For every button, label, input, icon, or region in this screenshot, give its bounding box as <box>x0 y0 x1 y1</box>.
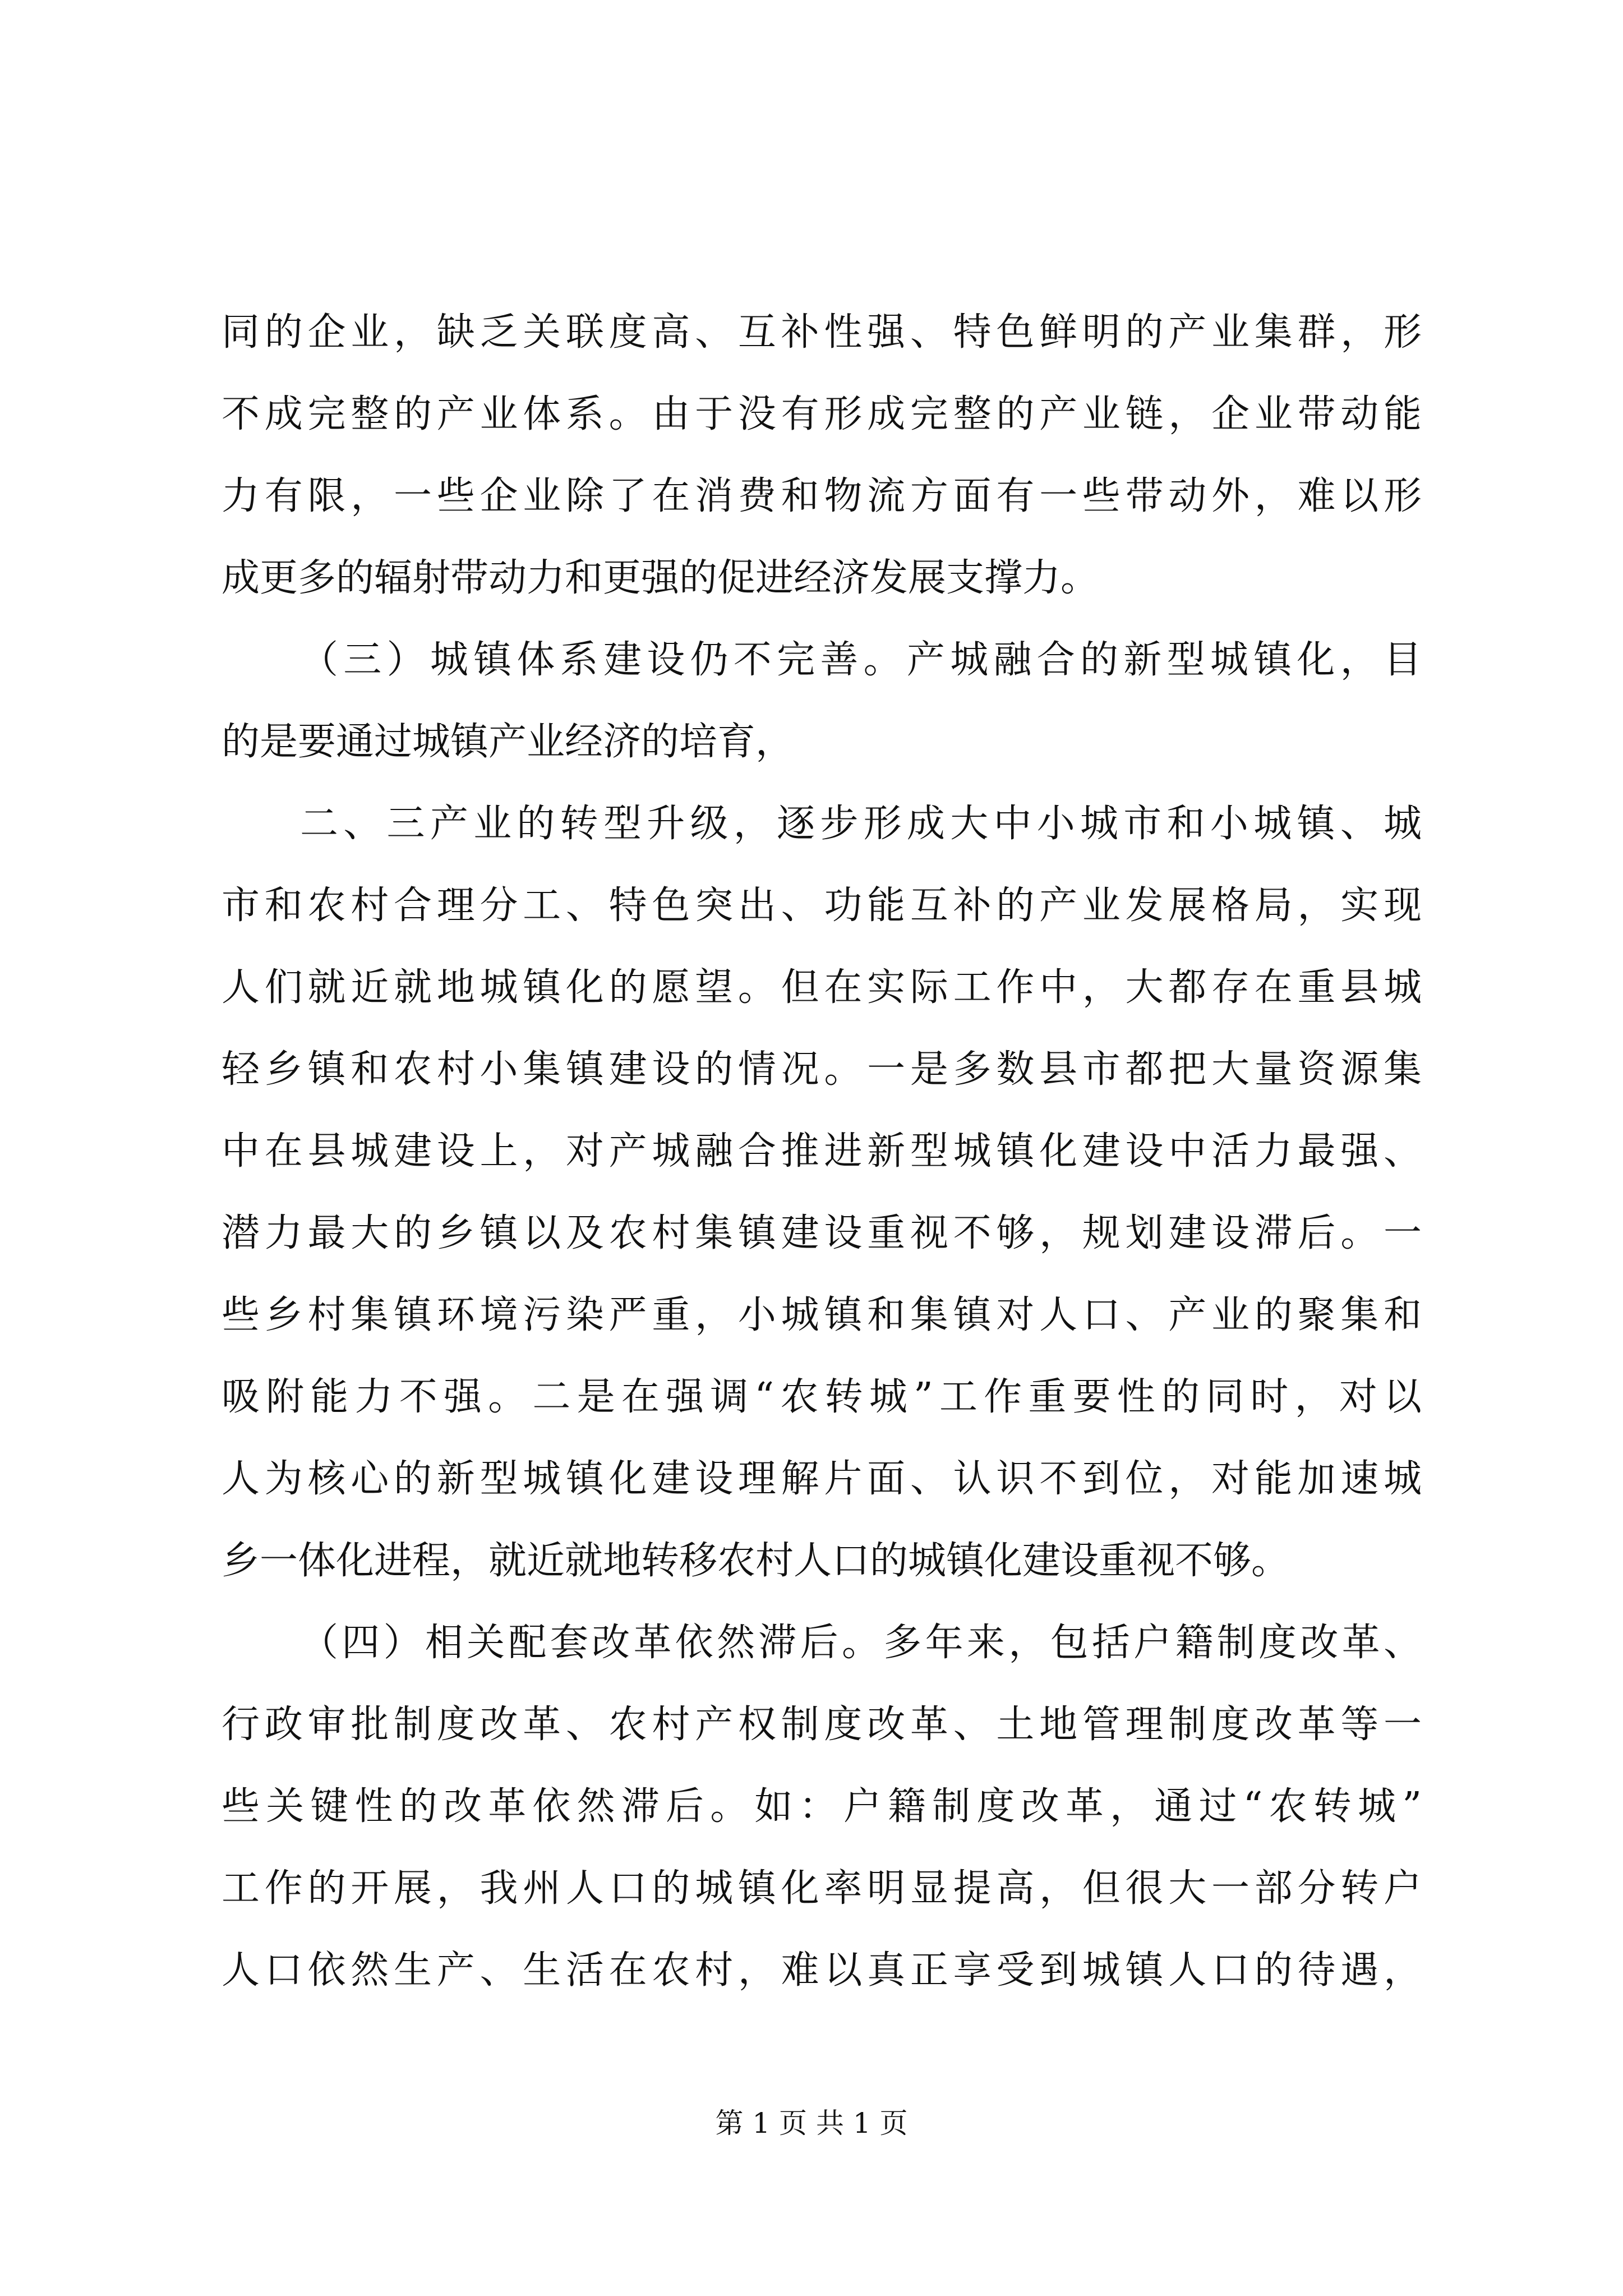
document-body <box>222 292 1422 2012</box>
text-line: 人为核心的新型城镇化建设理解片面、认识不到位，对能加速城 <box>222 1457 1422 1501</box>
text-line: 乡一体化进程，就近就地转移农村人口的城镇化建设重视不够。 <box>222 1539 1290 1583</box>
text-line: 些关键性的改革依然滞后。如：户籍制度改革，通过“农转城” <box>222 1784 1422 1829</box>
text-line: 市和农村合理分工、特色突出、功能互补的产业发展格局，实现 <box>222 884 1422 928</box>
page-number-footer: 第 1 页 共 1 页 <box>715 2107 908 2139</box>
text-line: 中在县城建设上，对产城融合推进新型城镇化建设中活力最强、 <box>222 1129 1422 1174</box>
text-line: 吸附能力不强。二是在强调“农转城”工作重要性的同时，对以 <box>222 1375 1422 1419</box>
text-line: 成更多的辐射带动力和更强的促进经济发展支撑力。 <box>222 556 1099 600</box>
text-line: 行政审批制度改革、农村产权制度改革、土地管理制度改革等一 <box>222 1703 1422 1747</box>
text-line: 轻乡镇和农村小集镇建设的情况。一是多数县市都把大量资源集 <box>222 1047 1422 1092</box>
text-line: 的是要通过城镇产业经济的培育， <box>222 720 794 764</box>
text-line: 力有限，一些企业除了在消费和物流方面有一些带动外，难以形 <box>222 474 1422 518</box>
text-line: 潜力最大的乡镇以及农村集镇建设重视不够，规划建设滞后。一 <box>222 1211 1422 1255</box>
section-heading-line: （四）相关配套改革依然滞后。多年来，包括户籍制度改革、 <box>300 1621 1422 1665</box>
text-line: 不成完整的产业体系。由于没有形成完整的产业链，企业带动能 <box>222 392 1422 436</box>
text-line: 人们就近就地城镇化的愿望。但在实际工作中，大都存在重县城 <box>222 965 1422 1010</box>
section-heading-line: （三）城镇体系建设仍不完善。产城融合的新型城镇化，目 <box>300 638 1422 682</box>
text-line: 人口依然生产、生活在农村，难以真正享受到城镇人口的待遇， <box>222 1948 1422 1993</box>
text-line: 些乡村集镇环境污染严重，小城镇和集镇对人口、产业的聚集和 <box>222 1293 1422 1337</box>
paragraph-start-line: 二、三产业的转型升级，逐步形成大中小城市和小城镇、城 <box>300 802 1422 846</box>
text-line: 工作的开展，我州人口的城镇化率明显提高，但很大一部分转户 <box>222 1866 1422 1911</box>
text-line: 同的企业，缺乏关联度高、互补性强、特色鲜明的产业集群，形 <box>222 310 1422 355</box>
